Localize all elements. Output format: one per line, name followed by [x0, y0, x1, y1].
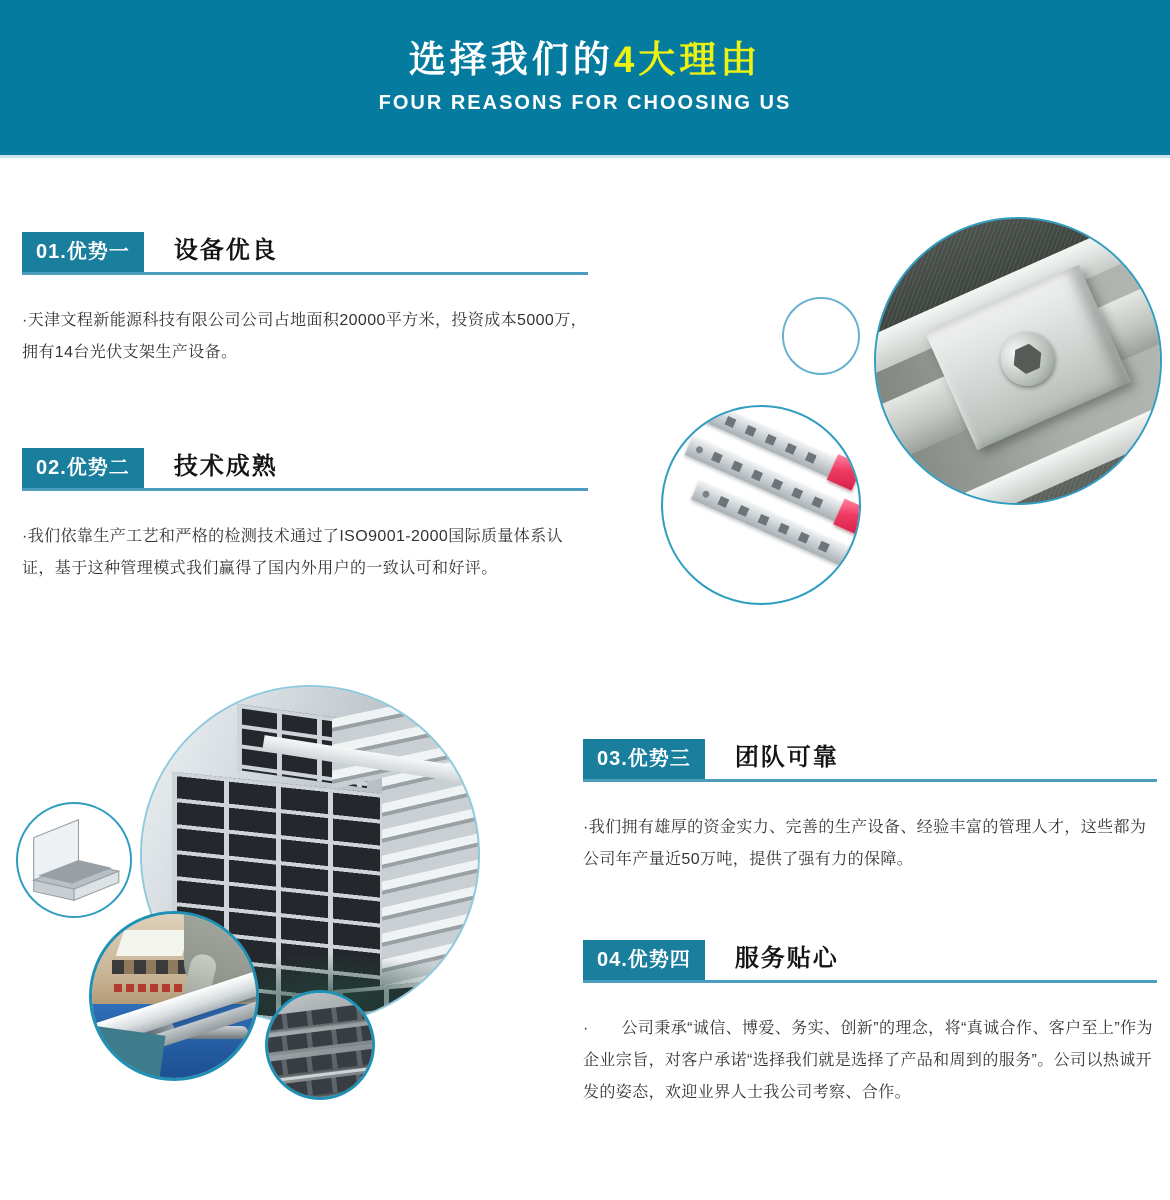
page-title-main: 选择我们的 [408, 38, 614, 80]
section-3-badge: 03.优势三 [583, 739, 705, 779]
section-advantage-1 [22, 230, 588, 369]
photo-circle-solar-clamp [874, 217, 1162, 505]
section-3-header [583, 737, 1157, 782]
section-2-body: ·我们依靠生产工艺和严格的检测技术通过了ISO9001-2000国际质量体系认证，基于这种管理模式我们赢得了国内外用户的一致认可和好评。 [22, 528, 564, 577]
hex-socket [1008, 339, 1048, 379]
red-end-cap [840, 543, 861, 580]
section-4-body: · 公司秉承“诚信、博爱、务实、创新”的理念，将“真诚合作、客户至上”作为企业宗旨，对客户承诺“选择我们就是选择了产品和周到的服务”。公司以热诚开发的姿态，欢迎业界人士我公司考察、合作。 [583, 1020, 1153, 1101]
section-1-header [22, 230, 588, 275]
mount-hole [688, 405, 697, 410]
page-title-accent: 4大理由 [613, 38, 762, 80]
machine-label [114, 984, 184, 992]
section-1-badge: 01.优势一 [22, 232, 144, 272]
section-3-title: 团队可靠 [734, 744, 839, 771]
photo-circle-steel-bundles [265, 990, 375, 1100]
hex-bolt [992, 323, 1063, 394]
red-end-cap [827, 454, 861, 491]
strut-brackets-photo [661, 405, 861, 605]
section-4-title: 服务贴心 [734, 945, 839, 972]
section-1-title: 设备优良 [173, 237, 278, 264]
header-banner [0, 0, 1170, 158]
u-channel-drawing [18, 804, 130, 916]
page-title [409, 40, 762, 81]
page-subtitle: FOUR REASONS FOR CHOOSING US [378, 92, 792, 115]
section-2-badge: 02.优势二 [22, 448, 144, 488]
section-1-body: ·天津文程新能源科技有限公司公司占地面积20000平方米，投资成本5000万，拥有14台光伏支架生产设备。 [22, 312, 588, 361]
photo-circle-u-channel [16, 802, 132, 918]
paper-sheets [116, 930, 190, 956]
section-4-badge: 04.优势四 [583, 940, 705, 980]
solar-clamp-photo [874, 217, 1162, 505]
section-advantage-2 [22, 446, 588, 585]
section-3-body: ·我们拥有雄厚的资金实力、完善的生产设备、经验丰富的管理人才，这些都为公司年产量近50万吨，提供了强有力的保障。 [583, 819, 1147, 868]
mount-hole [695, 445, 704, 454]
section-2-title: 技术成熟 [173, 453, 278, 480]
section-4-header [583, 938, 1157, 983]
red-end-cap [833, 499, 861, 536]
photo-circle-strut-brackets [661, 405, 861, 605]
section-2-header [22, 446, 588, 491]
decor-empty-circle [782, 297, 860, 375]
section-advantage-3 [583, 737, 1157, 876]
mount-hole [701, 490, 710, 499]
section-advantage-4 [583, 938, 1157, 1109]
photo-circle-bending-machine [89, 911, 259, 1081]
